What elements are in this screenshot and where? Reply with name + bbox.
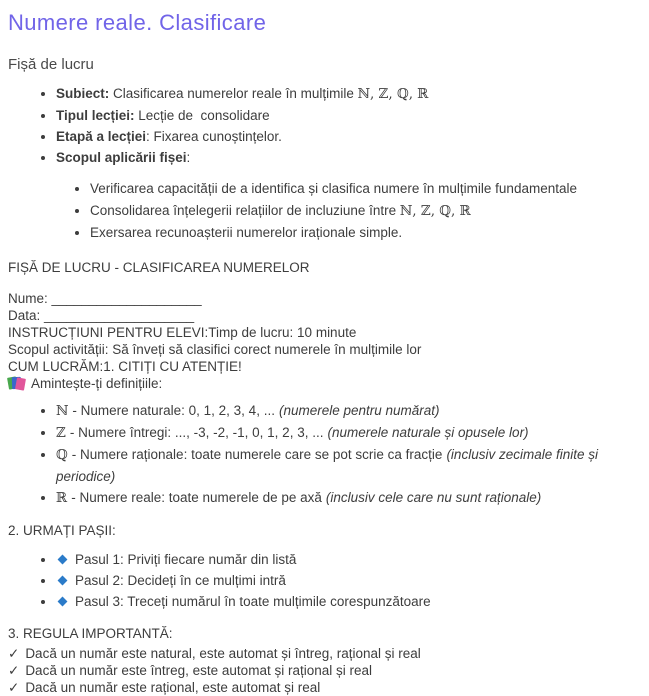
meta-item-subject [56, 83, 639, 105]
rule-text: Dacă un număr este întreg, este automat și rațional și real [25, 663, 372, 678]
meta-label: Scopul aplicării fișei [56, 150, 187, 165]
blue-diamond-icon [58, 597, 68, 607]
step-text: Pasul 2: Decideți în ce mulțimi intră [75, 573, 286, 588]
books-icon [8, 376, 26, 391]
set-symbol-n: ℕ [56, 403, 69, 419]
subtitle: Fișă de lucru [8, 56, 94, 73]
meta-text: Lecție de consolidare [134, 108, 270, 123]
goal-item [90, 222, 639, 244]
info-block [8, 290, 639, 392]
set-symbol-z: ℤ [56, 425, 66, 441]
definition-note: (inclusiv cele care nu sunt raționale) [325, 490, 542, 505]
checkmark-icon: ✓ [8, 646, 20, 661]
rules-block [8, 645, 639, 696]
set-symbol-r: ℝ [56, 490, 68, 506]
step-item [56, 549, 639, 570]
name-field-line: Nume: ____________________ [8, 291, 202, 306]
goals-list [8, 178, 639, 244]
step-item [56, 570, 639, 591]
page-title: Numere reale. Clasificare [8, 10, 267, 35]
steps-list [8, 549, 639, 612]
meta-list [8, 83, 639, 168]
definition-note: (numerele naturale și opusele lor) [327, 425, 529, 440]
meta-text: Clasificarea numerelor reale în mulțimile [109, 86, 358, 101]
meta-label: Subiect: [56, 86, 110, 101]
definition-item-rationals [56, 444, 639, 487]
instructions-line: INSTRUCȚIUNI PENTRU ELEVI:Timp de lucru: 10 minute [8, 325, 357, 340]
rules-heading: 3. REGULA IMPORTANTĂ: [8, 626, 173, 641]
rule-text: Dacă un număr este natural, este automat și întreg, rațional și real [25, 646, 421, 661]
number-set-symbols: ℕ, ℤ, ℚ, ℝ [399, 203, 471, 219]
goal-text: Consolidarea înțelegerii relațiilor de incluziune între [90, 203, 400, 218]
meta-label: Etapă a lecției [56, 129, 147, 144]
goal-item [90, 178, 639, 200]
rule-item [8, 645, 639, 662]
rule-text: Dacă un număr este rațional, este automat și real [25, 680, 321, 695]
step-text: Pasul 1: Priviți fiecare număr din listă [75, 552, 297, 567]
reminder-line [8, 375, 639, 392]
definition-text: - Numere întregi: ..., -3, -2, -1, 0, 1, 2, 3, ... [69, 425, 324, 440]
book-pink [15, 377, 26, 390]
meta-label: Tipul lecției: [56, 108, 135, 123]
step-text: Pasul 3: Treceți numărul în toate mulțimile corespunzătoare [75, 594, 431, 609]
rule-item [8, 662, 639, 679]
steps-heading: 2. URMAȚI PAȘII: [8, 523, 116, 538]
blue-diamond-icon [58, 555, 68, 565]
blue-diamond-icon [58, 576, 68, 586]
date-field-line: Data: ____________________ [8, 308, 195, 323]
how-we-work-line: CUM LUCRĂM:1. CITIȚI CU ATENȚIE! [8, 359, 242, 374]
set-symbol-q: ℚ [56, 447, 68, 463]
step-item [56, 591, 639, 612]
reminder-label: Amintește-ți definițiile: [31, 376, 163, 391]
definition-note: (numerele pentru numărat) [278, 403, 440, 418]
definition-text: - Numere naturale: 0, 1, 2, 3, 4, ... [72, 403, 275, 418]
definition-note: (inclusiv zecimale finite și periodice) [56, 447, 598, 484]
meta-text: : Fixarea cunoștințelor. [146, 129, 282, 144]
worksheet-heading: FIȘĂ DE LUCRU - CLASIFICAREA NUMERELOR [8, 260, 310, 275]
definition-text: - Numere reale: toate numerele de pe axă [71, 490, 322, 505]
goal-item [90, 200, 639, 222]
meta-text: : [186, 150, 191, 165]
meta-item-purpose [56, 147, 639, 168]
meta-item-lesson-stage [56, 126, 639, 147]
activity-goal-line: Scopul activității: Să înveți să clasifici corect numerele în mulțimile lor [8, 342, 422, 357]
number-set-symbols: ℕ, ℤ, ℚ, ℝ [357, 86, 429, 102]
definition-text: - Numere raționale: toate numerele care se pot scrie ca fracție [71, 447, 443, 462]
checkmark-icon: ✓ [8, 680, 20, 695]
definition-item-naturals [56, 400, 639, 422]
goal-text: Exersarea recunoașterii numerelor iraționale simple. [90, 225, 403, 240]
goal-text: Verificarea capacității de a identifica și clasifica numere în mulțimile fundamentale [90, 181, 577, 196]
definition-item-reals [56, 487, 639, 509]
rule-item [8, 679, 639, 696]
definition-item-integers [56, 422, 639, 444]
checkmark-icon: ✓ [8, 663, 20, 678]
meta-item-lesson-type [56, 105, 639, 126]
definitions-list [8, 400, 639, 509]
